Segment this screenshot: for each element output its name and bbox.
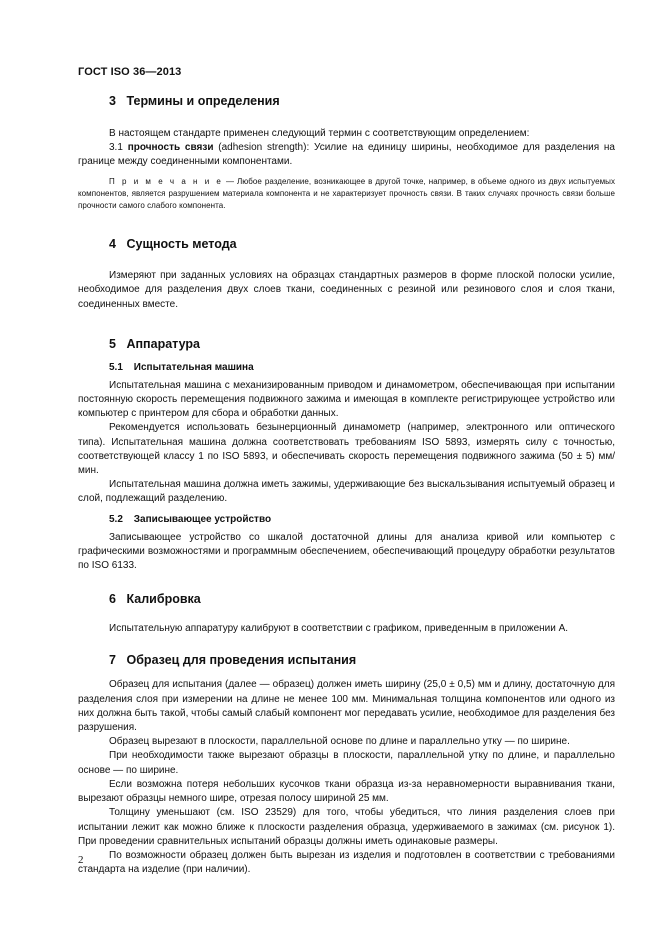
term-number: 3.1	[109, 142, 123, 154]
section-7-paragraph-6: По возможности образец должен быть вырезан из изделия и подготовлен в соответствии с требованиями стандарта на изделие (при наличии).	[78, 849, 615, 876]
section-7-paragraph-5: Толщину уменьшают (см. ISO 23529) для того, чтобы убедиться, что линия разделения слоев при испытании лежит как можно ближе к плоскости разделения образца, удерживаемого в зажимах (см. рисунок 1). При проведении сравнительных испытаний образцы должны иметь одинаковые размеры.	[78, 807, 615, 847]
subsection-title: Испытательная машина	[133, 361, 254, 373]
section-title: Сущность метода	[126, 237, 237, 252]
subsection-number: 5.1	[109, 361, 123, 373]
section-6-heading	[109, 591, 615, 608]
section-7-paragraph-1: Образец для испытания (далее — образец) должен иметь ширину (25,0 ± 0,5) мм и длину, достаточную для разделения слоя при измерении на длине не менее 100 мм. Минимальная толщина компонентов или одного из них должна быть такой, чтобы самый слабый компонент мог передавать усилие, необходимое для разделения без разрушения.	[78, 679, 615, 734]
section-6-paragraph: Испытательную аппаратуру калибруют в соответствии с графиком, приведенным в приложении А.	[109, 623, 569, 635]
document-code: ГОСТ ISO 36—2013	[78, 66, 182, 78]
subsection-5-1-paragraph-3: Испытательная машина должна иметь зажимы, удерживающие без выскальзывания испытуемый образец и слой, подлежащий разделению.	[78, 479, 615, 505]
section-number: 6	[109, 592, 116, 607]
page-number: 2	[78, 854, 84, 866]
section-title: Образец для проведения испытания	[126, 653, 357, 668]
section-3-intro: В настоящем стандарте применен следующий термин с соответствующим определением:	[109, 128, 530, 139]
section-7-heading	[109, 652, 615, 669]
term-definition	[78, 141, 615, 169]
section-7-paragraph-4: Если возможна потеря небольших кусочков ткани образца из-за неравномерности выравнивания ткани, вырезают образцы немного шире, отрезая полосу шириной 25 мм.	[78, 778, 615, 805]
section-4-heading	[109, 236, 615, 253]
subsection-5-1-heading	[109, 361, 615, 375]
subsection-5-1-paragraph-1: Испытательная машина с механизированным приводом и динамометром, обеспечивающая при испытании постоянную скорость перемещения подвижного зажима и имеющая в комплекте регистрирующее устройство или компьютер с принтером для сбора и обработки данных.	[78, 379, 615, 420]
section-title: Калибровка	[126, 592, 201, 607]
note-text: — Любое разделение, возникающее в другой точке, например, в объеме одного из двух испытуемых компонентов, является разрушением материала компонента и не характеризует прочность связи. В таких случаях прочность связи больше прочности самого слабого компонента.	[78, 176, 616, 211]
section-number: 7	[109, 653, 116, 668]
section-3-heading	[109, 93, 615, 110]
section-title: Аппаратура	[126, 336, 200, 351]
section-7-paragraph-3: При необходимости также вырезают образцы в плоскости, параллельной утку по длине, и параллельно основе — по ширине.	[78, 750, 615, 776]
page-content	[78, 93, 615, 877]
subsection-number: 5.2	[109, 513, 123, 525]
term-name: прочность связи	[127, 142, 214, 154]
section-4-paragraph: Измеряют при заданных условиях на образцах стандартных размеров в форме плоской полоски усилие, необходимое для разделения двух слоев ткани, соединенных с резиной или резинового слоя и слоя ткани, соединенных вместе.	[78, 270, 615, 310]
section-5-heading	[109, 336, 615, 353]
subsection-5-1-paragraph-2: Рекомендуется использовать безынерционный динамометр (например, электронного или оптического типа). Испытательная машина должна соответствовать требованиям ISO 5893, измерять силу с точностью, соответствующей классу 1 по ISO 5893, и обеспечивать скорость перемещения подвижного зажима (50 ± 5) мм/мин.	[78, 422, 615, 477]
section-number: 4	[109, 237, 116, 252]
section-title: Термины и определения	[126, 94, 280, 108]
subsection-title: Записывающее устройство	[133, 513, 272, 525]
section-3-note	[78, 176, 615, 213]
subsection-5-2-paragraph: Записывающее устройство со шкалой достаточной длины для анализа кривой или компьютер с графическими возможностями и программным обеспечением, обеспечивающий процедуру обработки результатов по ISO 6133.	[78, 531, 615, 572]
term-text: (adhesion strength): Усилие на единицу ширины, необходимое для разделения на границе между соединенными компонентами.	[78, 142, 615, 168]
section-7-paragraph-2: Образец вырезают в плоскости, параллельной основе по длине и параллельно утку — по ширине.	[109, 736, 570, 748]
subsection-5-2-heading	[109, 513, 615, 527]
section-number: 3	[109, 94, 116, 108]
section-number: 5	[109, 336, 116, 351]
note-label: П р и м е ч а н и е	[109, 176, 224, 186]
